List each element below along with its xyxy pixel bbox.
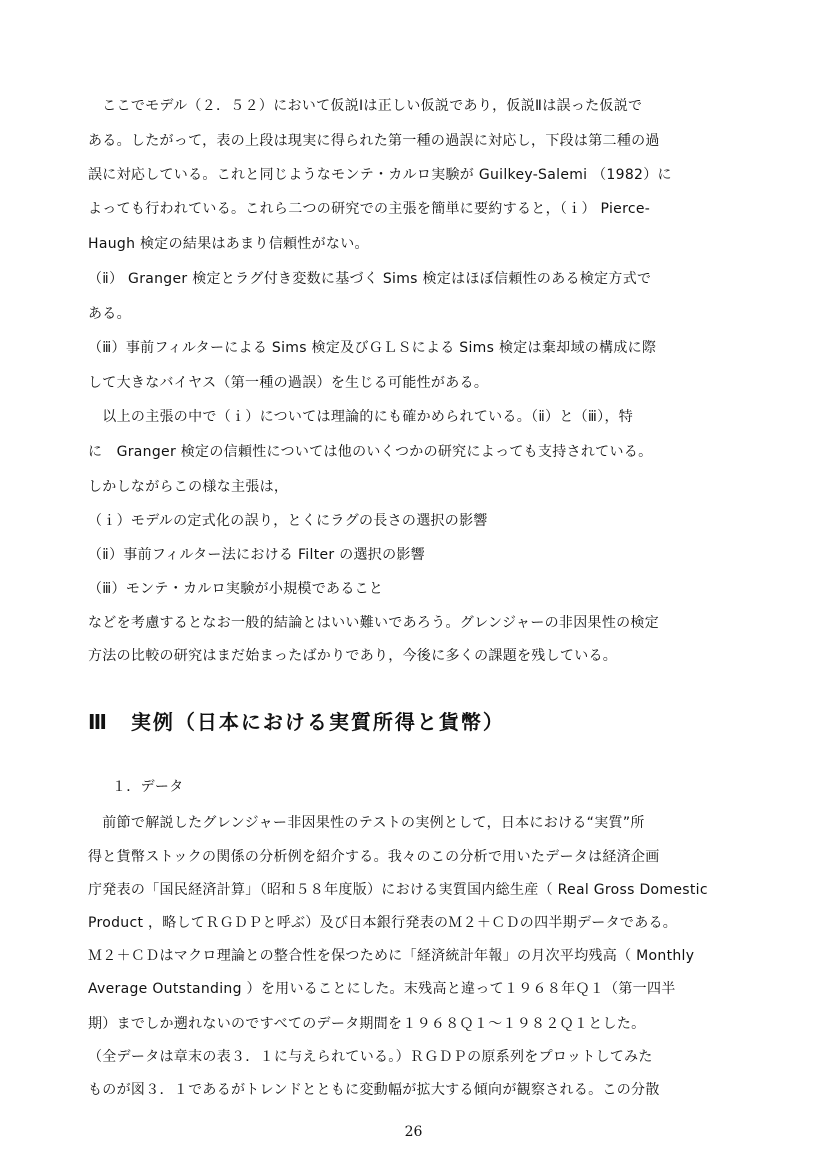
text-line: 得と貨幣ストックの関係の分析例を紹介する。我々のこの分析で用いたデータは経済企画 xyxy=(88,849,660,865)
text-line: Average Outstanding ）を用いることにした。末残高と違って１９６８年Ｑ１（第一四半 xyxy=(88,981,676,997)
list-item: （ⅲ）モンテ・カルロ実験が小規模であること xyxy=(88,581,384,597)
text-line: 期）までしか遡れないのですべてのデータ期間を１９６８Ｑ１～１９８２Ｑ１とした。 xyxy=(88,1016,646,1032)
text-line: ある。 xyxy=(88,306,131,322)
text-line: して大きなバイヤス（第一種の過誤）を生じる可能性がある。 xyxy=(88,375,489,391)
text-line: ものが図３．１であるがトレンドとともに変動幅が拡大する傾向が観察される。この分散 xyxy=(88,1082,660,1098)
list-item: （ｉ）モデルの定式化の誤り，とくにラグの長さの選択の影響 xyxy=(88,513,488,529)
text-line: に Granger 検定の信頼性については他のいくつかの研究によっても支持されている。 xyxy=(88,444,653,460)
page-number: 26 xyxy=(404,1124,423,1140)
text-line: Product ，略してＲＧＤＰと呼ぶ）及び日本銀行発表のＭ２＋ＣＤの四半期データである。 xyxy=(88,915,678,931)
text-line: Haugh 検定の結果はあまり信頼性がない。 xyxy=(88,236,369,252)
text-line: Ｍ２＋ＣＤはマクロ理論との整合性を保つために「経済統計年報」の月次平均残高（ Monthly xyxy=(88,948,695,964)
text-line: ある。したがって，表の上段は現実に得られた第一種の過誤に対応し，下段は第二種の過 xyxy=(88,133,660,149)
text-line: しかしながらこの様な主張は， xyxy=(88,479,289,495)
text-line: などを考慮するとなお一般的結論とはいい難いであろう。グレンジャーの非因果性の検定 xyxy=(88,615,660,631)
text-line: （ⅲ）事前フィルターによる Sims 検定及びＧＬＳによる Sims 検定は棄却域の構成に際 xyxy=(88,340,657,356)
subsection-heading: １．データ xyxy=(112,779,184,795)
text-line: 方法の比較の研究はまだ始まったばかりであり，今後に多くの課題を残している。 xyxy=(88,648,618,664)
text-line: よっても行われている。これら二つの研究での主張を簡単に要約すると，（ｉ） Pierce- xyxy=(88,201,651,217)
text-line: 以上の主張の中で（ｉ）については理論的にも確かめられている。（ⅱ）と（ⅲ），特 xyxy=(88,409,634,425)
text-line: 庁発表の「国民経済計算」（昭和５８年度版）における実質国内総生産（ Real Gross Domestic xyxy=(88,882,708,898)
text-line: （ⅱ） Granger 検定とラグ付き変数に基づく Sims 検定はほぼ信頼性のある検定方式で xyxy=(88,271,652,287)
text-line: 誤に対応している。これと同じようなモンテ・カルロ実験が Guilkey-Salemi （1982）に xyxy=(88,167,672,183)
section-heading: Ⅲ 実例（日本における実質所得と貨幣） xyxy=(88,710,505,734)
text-line: 前節で解説したグレンジャー非因果性のテストの実例として，日本における“実質”所 xyxy=(88,815,645,831)
text-line: ここでモデル（２．５２）において仮説Ⅰは正しい仮説であり，仮説Ⅱは誤った仮説で xyxy=(88,98,643,114)
list-item: （ⅱ）事前フィルター法における Filter の選択の影響 xyxy=(88,547,425,563)
text-line: （全データは章末の表３．１に与えられている。）ＲＧＤＰの原系列をプロットしてみた xyxy=(88,1049,653,1065)
